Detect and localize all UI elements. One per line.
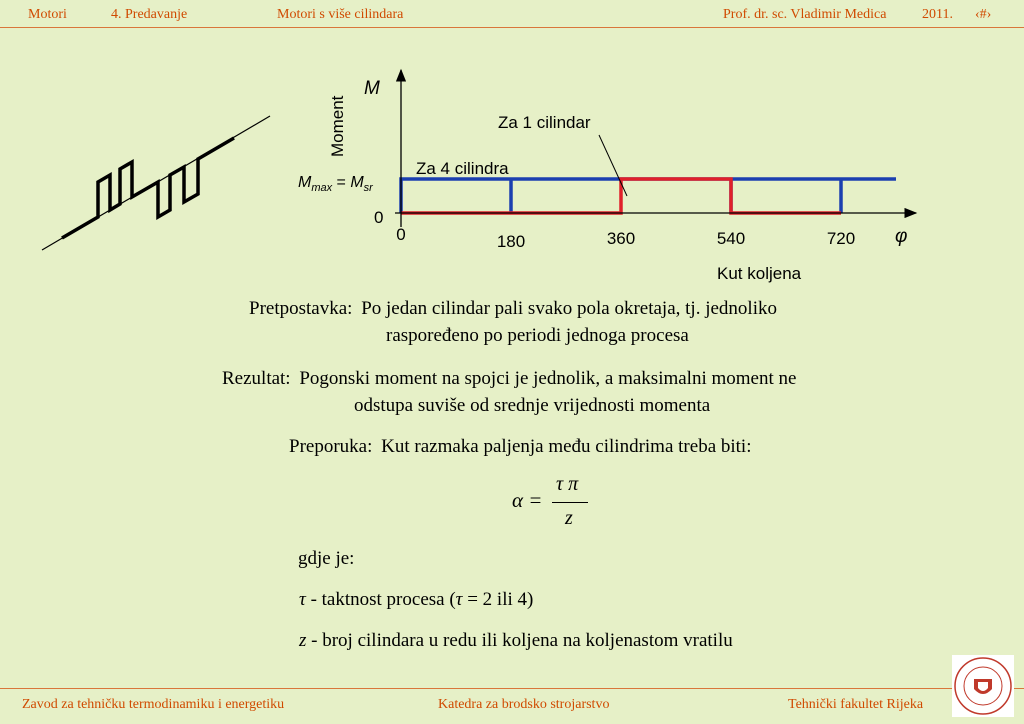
formula-lhs: α = bbox=[512, 488, 543, 512]
header-course: Motori bbox=[28, 7, 67, 22]
pretpostavka-line2: raspoređeno po periodi jednoga procesa bbox=[386, 325, 689, 346]
y-level-zero-label: 0 bbox=[374, 208, 384, 227]
chart-series bbox=[401, 179, 896, 213]
z-symbol: z bbox=[299, 630, 307, 651]
preporuka-text: Kut razmaka paljenja među cilindrima treba biti: bbox=[381, 436, 752, 457]
x-tick-label-360: 360 bbox=[606, 229, 636, 248]
z-definition bbox=[299, 630, 733, 652]
crankshaft-sketch bbox=[38, 112, 274, 254]
x-tick-labels bbox=[396, 225, 855, 251]
header-year: 2011. bbox=[922, 7, 953, 22]
formula-numerator: τ π bbox=[556, 473, 579, 495]
footer-right: Tehnički fakultet Rijeka bbox=[788, 697, 924, 712]
header-page-number: ‹#› bbox=[975, 7, 992, 22]
rezultat-line2: odstupa suviše od srednje vrijednosti momenta bbox=[354, 395, 711, 416]
header-divider bbox=[0, 27, 1024, 28]
preporuka-line bbox=[289, 436, 752, 458]
tau-symbol: τ bbox=[299, 589, 306, 610]
footer-center: Katedra za brodsko strojarstvo bbox=[438, 697, 610, 712]
x-tick-label-720: 720 bbox=[826, 229, 856, 248]
footer-left: Zavod za tehničku termodinamiku i energetiku bbox=[22, 697, 285, 712]
preporuka-label: Preporuka: bbox=[289, 436, 373, 457]
rezultat-text: Pogonski moment na spojci je jednolik, a maksimalni moment ne bbox=[299, 368, 797, 389]
annotation-1-leader bbox=[599, 135, 627, 196]
crankshaft-shape bbox=[62, 138, 234, 238]
x-axis-label: Kut koljena bbox=[717, 264, 802, 283]
formula bbox=[512, 473, 612, 533]
tau-text-a: - taktnost procesa ( bbox=[305, 589, 456, 610]
y-axis-label: Moment bbox=[328, 95, 347, 157]
header-author: Prof. dr. sc. Vladimir Medica bbox=[723, 7, 887, 22]
rezultat-line1 bbox=[222, 368, 796, 390]
gdje-je: gdje je: bbox=[298, 548, 355, 569]
rezultat-label: Rezultat: bbox=[222, 368, 291, 389]
slide-header bbox=[0, 0, 1024, 28]
pretpostavka-text: Po jedan cilindar pali svako pola okretaja, tj. jednoliko bbox=[361, 298, 777, 319]
pretpostavka-label: Pretpostavka: bbox=[249, 298, 353, 319]
header-lecture: 4. Predavanje bbox=[111, 7, 188, 22]
z-text: - broj cilindara u redu ili koljena na koljenastom vratilu bbox=[306, 630, 733, 651]
tau-inline: τ bbox=[455, 589, 463, 610]
footer-divider bbox=[0, 688, 1024, 689]
tau-text-b: = 2 ili 4) bbox=[462, 589, 534, 610]
formula-fraction-bar bbox=[552, 502, 588, 503]
x-tick-label-540: 540 bbox=[716, 229, 746, 248]
x-tick-label-180: 180 bbox=[496, 232, 526, 251]
header-topic: Motori s više cilindara bbox=[277, 7, 404, 22]
x-tick-label-0: 0 bbox=[396, 225, 406, 244]
torque-chart bbox=[290, 62, 930, 287]
tau-definition bbox=[299, 589, 533, 611]
formula-denominator: z bbox=[565, 507, 573, 529]
annotation-4-cylinders: Za 4 cilindra bbox=[416, 159, 509, 178]
y-axis-symbol: M bbox=[364, 78, 380, 99]
series-4-cylinders-line bbox=[401, 179, 896, 213]
y-level-high-label: $M_{max} = M_{sr}$ bbox=[298, 174, 373, 194]
annotation-1-cylinder: Za 1 cilindar bbox=[498, 113, 591, 132]
x-axis-symbol: φ bbox=[895, 226, 908, 247]
university-logo bbox=[952, 655, 1014, 717]
pretpostavka-line1 bbox=[249, 298, 777, 320]
